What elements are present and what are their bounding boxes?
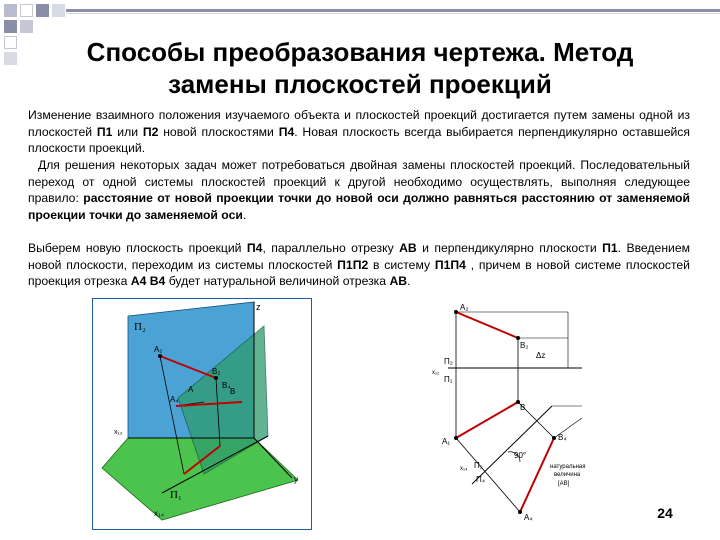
point-b2 <box>516 336 520 340</box>
paragraph-rule <box>28 157 690 223</box>
decor-square <box>4 36 17 49</box>
text: , причем в новой системе плоскостей проекция отрезка <box>28 257 690 289</box>
text: , параллельно отрезку <box>262 241 400 255</box>
text: и перпендикулярно плоскости <box>416 241 603 255</box>
text: . <box>242 207 247 222</box>
bold-term: П2 <box>142 124 159 139</box>
bold-term: П1 <box>96 124 113 139</box>
label-natural-1: натуральная <box>550 464 586 470</box>
label-p1: П₁ <box>444 375 453 384</box>
label-x14: x₁₄ <box>460 466 468 472</box>
figure-3d-planes <box>92 298 312 530</box>
label-b4: B₄ <box>222 381 231 390</box>
label-b2: B₂ <box>520 341 529 350</box>
label-p1: П₁ <box>170 489 182 501</box>
label-a4: A₄ <box>524 513 533 522</box>
label-a2: A₂ <box>460 303 469 312</box>
text: в систему <box>368 257 435 272</box>
label-a4: A₄ <box>170 395 179 404</box>
figure-epure <box>432 298 592 530</box>
text: Для решения некоторых задач может потребоваться двойная замены плоскостей проекций. Последовательный переход от одной системы плоскостей проекций к другой необходимо осуществлять, выполняя следующее правило: <box>28 158 690 206</box>
label-b1: B <box>520 403 526 412</box>
point-a2 <box>158 354 162 358</box>
label-z: z <box>256 302 261 312</box>
text: или <box>112 124 143 139</box>
label-natural-2: величина <box>554 472 581 478</box>
top-rule <box>66 9 720 12</box>
bold-term: П1П2 <box>337 257 369 272</box>
decor-square <box>20 20 33 33</box>
label-a2: A₂ <box>154 345 163 354</box>
text: . Новая плоскость всегда выбирается перпендикулярно оставшейся плоскости проекций. <box>28 124 690 156</box>
text: . Введением новой плоскости, переходим из системы плоскостей <box>28 241 691 272</box>
decor-square <box>4 20 17 33</box>
point-a2 <box>454 310 458 314</box>
top-rule-light <box>66 13 720 14</box>
label-p2: П₂ <box>134 321 146 333</box>
label-angle: 90° <box>514 451 527 460</box>
label-y: y <box>294 475 298 484</box>
bold-rule: расстояние от новой проекции точки до новой оси должно равняться расстоянию от заменяемой проекции точки до заменяемой оси <box>28 191 690 222</box>
bold-term: АВ <box>399 241 417 255</box>
label-a: A <box>188 385 194 394</box>
decor-square <box>4 4 17 17</box>
bold-term: А4 В4 <box>130 274 166 289</box>
point-a4 <box>518 510 522 514</box>
label-natural-3: [AB] <box>558 481 570 487</box>
label-x14: x₁₄ <box>154 509 164 518</box>
label-b2: B₂ <box>212 367 221 376</box>
label-x12: x₁₂ <box>114 429 123 436</box>
text: новой плоскостями <box>158 124 279 139</box>
text: Выберем новую плоскость проекций <box>28 241 247 255</box>
bold-term: П1 <box>602 241 618 255</box>
decor-square <box>4 52 17 65</box>
point-b2 <box>214 376 218 380</box>
label-b4: B₄ <box>558 433 567 442</box>
slide-title <box>40 36 680 100</box>
page-number: 24 <box>657 505 673 521</box>
decor-square <box>36 4 49 17</box>
bold-term: П4 <box>278 124 295 139</box>
label-x12: x₁₂ <box>432 370 440 376</box>
title-line-1: Способы преобразования чертежа. Метод <box>86 37 634 67</box>
decor-square <box>52 4 65 17</box>
text: . <box>407 274 411 289</box>
label-p4: П₄ <box>476 475 486 484</box>
link-line-a4 <box>456 438 520 512</box>
axis-x14 <box>472 406 552 484</box>
decor-square <box>20 4 33 17</box>
paragraph-example <box>28 240 690 290</box>
label-p2: П₂ <box>444 357 453 366</box>
segment-a4b4 <box>520 438 554 512</box>
segment-a1b1 <box>456 402 518 438</box>
label-p1b: П₁ <box>474 461 483 470</box>
point-a1 <box>454 436 458 440</box>
bold-term: АВ <box>389 274 408 289</box>
paragraph-intro <box>28 107 690 157</box>
bold-term: П1П4 <box>434 257 466 272</box>
text: Изменение взаимного положения изучаемого объекта и плоскостей проекций достигается путем замены одной из плоскостей <box>28 108 690 139</box>
title-line-2: замены плоскостей проекций <box>168 69 552 99</box>
segment-a2b2 <box>456 312 518 338</box>
label-dz: Δz <box>536 351 546 360</box>
label-a1: A₁ <box>442 437 451 446</box>
label-b: B <box>230 387 236 396</box>
point-b4 <box>552 436 556 440</box>
bold-term: П4 <box>246 241 263 255</box>
text: будет натуральной величиной отрезка <box>165 274 390 289</box>
